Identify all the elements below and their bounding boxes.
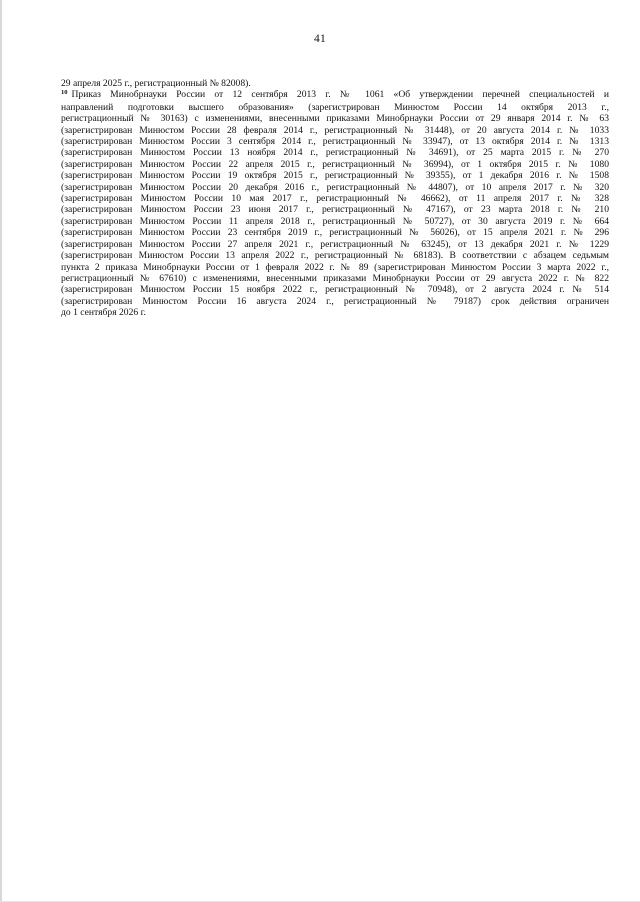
footnote-10-line: (зарегистрирован Минюстом России 28 февраля 2014 г., регистрационный № 31448), от 20 августа 2014 г. № 1033 <box>61 124 609 136</box>
footnotes-block <box>61 78 609 319</box>
footnote-10-line: (зарегистрирован Минюстом России 16 августа 2024 г., регистрационный № 79187) срок действия ограничен <box>61 295 609 307</box>
footnote-10-line: (зарегистрирован Минюстом России 15 ноября 2022 г., регистрационный № 70948), от 2 августа 2024 г. № 514 <box>61 284 609 296</box>
footnote-10-line: (зарегистрирован Минюстом России 27 апреля 2021 г., регистрационный № 63245), от 13 декабря 2021 г. № 1229 <box>61 238 609 250</box>
footnote-10-line: пункта 2 приказа Минобрнауки России от 1 февраля 2022 г. № 89 (зарегистрирован Минюстом России 3 марта 2022 г., <box>61 261 609 273</box>
footnote-10-line: направлений подготовки высшего образования» (зарегистрирован Минюстом России 14 октября 2013 г., <box>61 101 609 113</box>
footnote-10-line: (зарегистрирован Минюстом России 13 апреля 2022 г., регистрационный № 68183). В соответствии с абзацем седьмым <box>61 250 609 262</box>
footnote-10-line: регистрационный № 67610) с изменениями, внесенными приказами Минобрнауки России от 29 августа 2022 г. № 822 <box>61 272 609 284</box>
footnote-10-line: (зарегистрирован Минюстом России 22 апреля 2015 г., регистрационный № 36994), от 1 октября 2015 г. № 1080 <box>61 158 609 170</box>
scan-edge-left <box>0 0 2 902</box>
footnote-10-line-text: Приказ Минобрнауки России от 12 сентября 2013 г. № 1061 «Об утверждении перечней специальностей и <box>71 89 609 101</box>
footnote-10-line: (зарегистрирован Минюстом России 10 мая 2017 г., регистрационный № 46662), от 11 апреля 2017 г. № 328 <box>61 193 609 205</box>
footnote-continuation-line: 29 апреля 2025 г., регистрационный № 82008). <box>61 78 251 89</box>
footnote-10-line: до 1 сентября 2026 г. <box>61 307 146 319</box>
page-number: 41 <box>314 33 326 45</box>
footnote-10-line: (зарегистрирован Минюстом России 19 октября 2015 г., регистрационный № 39355), от 1 декабря 2016 г. № 1508 <box>61 170 609 182</box>
footnote-10-line: (зарегистрирован Минюстом России 13 ноября 2014 г., регистрационный № 34691), от 25 марта 2015 г. № 270 <box>61 147 609 159</box>
footnote-10-line: (зарегистрирован Минюстом России 23 сентября 2019 г., регистрационный № 56026), от 15 апреля 2021 г. № 296 <box>61 227 609 239</box>
footnote-10-line <box>61 89 609 101</box>
footnote-10-line: (зарегистрирован Минюстом России 20 декабря 2016 г., регистрационный № 44807), от 10 апреля 2017 г. № 320 <box>61 181 609 193</box>
footnote-10-line: (зарегистрирован Минюстом России 3 сентября 2014 г., регистрационный № 33947), от 13 октября 2014 г. № 1313 <box>61 136 609 148</box>
footnote-10-line: регистрационный № 30163) с изменениями, внесенными приказами Минобрнауки России от 29 января 2014 г. № 63 <box>61 113 609 125</box>
footnote-10-marker: 10 <box>61 89 68 97</box>
footnote-10-line: (зарегистрирован Минюстом России 23 июня 2017 г., регистрационный № 47167), от 23 марта 2018 г. № 210 <box>61 204 609 216</box>
footnote-10-line: (зарегистрирован Минюстом России 11 апреля 2018 г., регистрационный № 50727), от 30 августа 2019 г. № 664 <box>61 215 609 227</box>
